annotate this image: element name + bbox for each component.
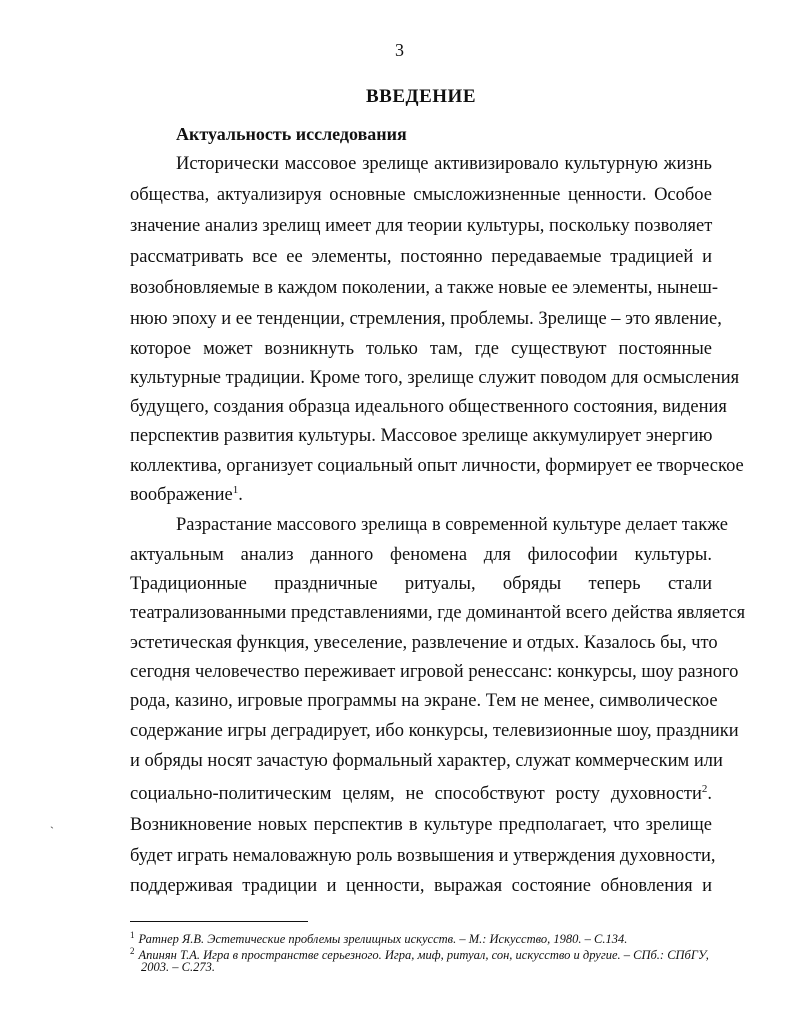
section-heading: ВВЕДЕНИЕ: [366, 86, 476, 107]
footnote-number: 2: [130, 946, 135, 956]
text-line: содержание игры деградирует, ибо конкурсы, телевизионные шоу, праздники: [130, 721, 739, 741]
footnote-text: Ратнер Я.В. Эстетические проблемы зрелищных искусств. – М.: Искусство, 1980. – С.134.: [138, 932, 628, 946]
text-line: Возникновение новых перспектив в культуре предполагает, что зрелище: [130, 815, 712, 835]
text-line: будет играть немаловажную роль возвышения и утверждения духовности,: [130, 846, 716, 866]
footnote-ref-1[interactable]: 1: [232, 484, 239, 496]
footnote-text: Апинян Т.А. Игра в пространстве серьезного. Игра, миф, ритуал, сон, искусство и другие. – СПб.: СПбГУ,: [138, 948, 709, 962]
text-line: [130, 480, 712, 511]
footnote-number: 1: [130, 930, 135, 940]
subsection-heading: Актуальность исследования: [176, 124, 407, 144]
text-line: Исторически массовое зрелище активизировало культурную жизнь: [176, 154, 712, 174]
text-line: нюю эпоху и ее тенденции, стремления, проблемы. Зрелище – это явление,: [130, 309, 722, 329]
text-line: и обряды носят зачастую формальный характер, служат коммерческим или: [130, 751, 723, 771]
text-line: актуальным анализ данного феномена для философии культуры.: [130, 545, 712, 565]
text-line: поддерживая традиции и ценности, выражая состояние обновления и: [130, 876, 712, 896]
text-line: возобновляемые в каждом поколении, а также новые ее элементы, нынеш-: [130, 278, 718, 298]
text-line: культурные традиции. Кроме того, зрелище служит поводом для осмысления: [130, 368, 740, 388]
line-tail: .: [238, 485, 243, 505]
text-line: будущего, создания образца идеального общественного состояния, видения: [130, 397, 727, 417]
text-line: рода, казино, игровые программы на экране. Тем не менее, символическое: [130, 691, 718, 711]
text-line: значение анализ зрелищ имеет для теории культуры, поскольку позволяет: [130, 216, 713, 236]
text-line: сегодня человечество переживает игровой ренессанс: конкурсы, шоу разного: [130, 662, 739, 682]
text-line: коллектива, организует социальный опыт личности, формирует ее творческое: [130, 456, 744, 476]
footnote-ref-2[interactable]: 2: [701, 783, 708, 795]
page-number: 3: [395, 40, 404, 60]
text-line: которое может возникнуть только там, где существуют постоянные: [130, 339, 712, 359]
footnote-divider: [130, 921, 308, 922]
text-line: общества, актуализируя основные смысложизненные ценности. Особое: [130, 185, 712, 205]
text-line: Разрастание массового зрелища в современной культуре делает также: [176, 515, 729, 535]
text-line: рассматривать все ее элементы, постоянно передаваемые традицией и: [130, 247, 712, 267]
scan-artifact-mark: `: [50, 824, 54, 838]
text-line: театрализованными представлениями, где доминантой всего действа является: [130, 603, 746, 623]
line-text: социально-политическим целям, не способствуют росту духовности: [130, 784, 702, 804]
text-line: перспектив развития культуры. Массовое зрелище аккумулирует энергию: [130, 426, 713, 446]
line-tail: .: [707, 784, 712, 804]
text-line: [130, 779, 712, 810]
text-line: Традиционные праздничные ритуалы, обряды теперь стали: [130, 574, 712, 594]
footnote-2-continuation: 2003. – С.273.: [141, 960, 215, 974]
text-line: эстетическая функция, увеселение, развлечение и отдых. Казалось бы, что: [130, 633, 718, 653]
line-text: воображение: [130, 485, 233, 505]
